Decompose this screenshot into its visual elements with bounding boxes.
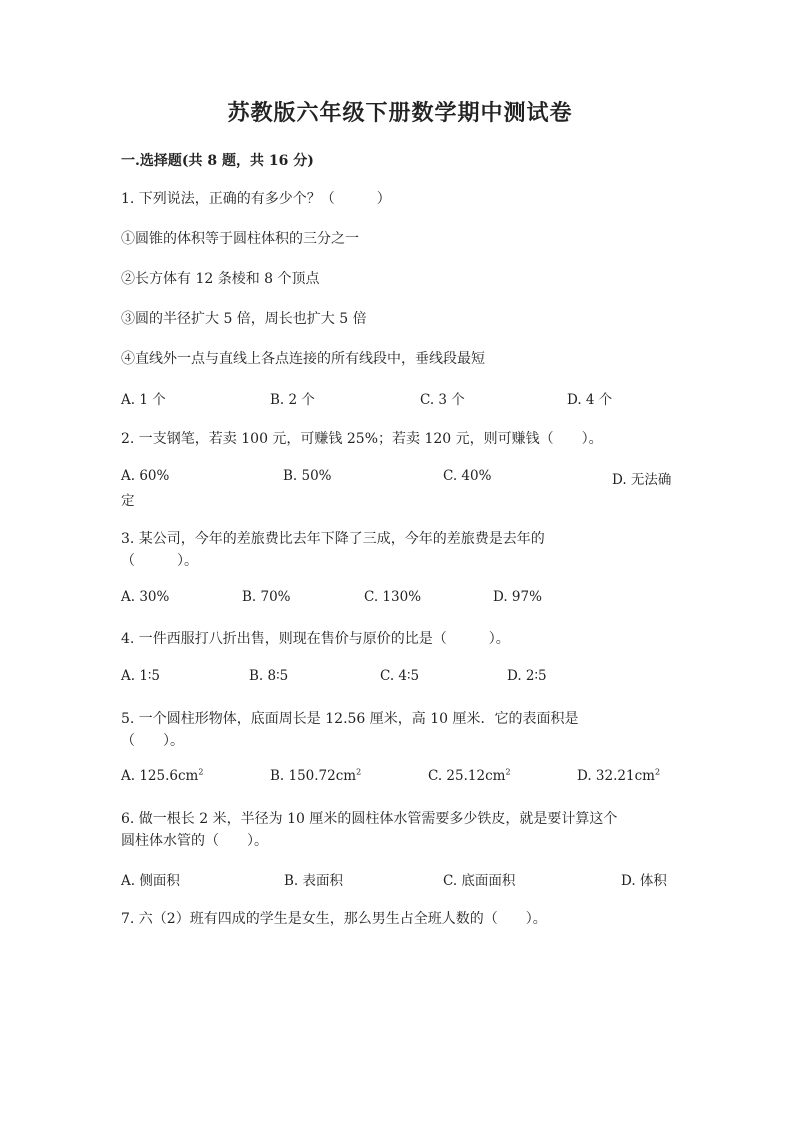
question-2-option-c: C. 40% xyxy=(443,468,492,484)
question-2-option-d-wrap: 定 xyxy=(121,493,135,509)
question-5-stem-line-2: （ ）。 xyxy=(121,733,184,749)
question-4-option-b: B. 8∶5 xyxy=(249,668,289,684)
question-4-stem: 4. 一件西服打八折出售，则现在售价与原价的比是（ ）。 xyxy=(121,631,510,647)
question-2-option-d: D. 无法确 xyxy=(612,472,672,488)
question-2-option-a: A. 60% xyxy=(121,468,170,484)
question-2-option-b: B. 50% xyxy=(283,468,332,484)
question-6-option-d: D. 体积 xyxy=(621,873,667,889)
question-6-option-c: C. 底面面积 xyxy=(443,873,516,889)
question-7-stem: 7. 六（2）班有四成的学生是女生，那么男生占全班人数的（ ）。 xyxy=(121,911,547,927)
page-title: 苏教版六年级下册数学期中测试卷 xyxy=(227,100,573,126)
question-1-option-d: D. 4 个 xyxy=(567,392,613,408)
question-6-option-b: B. 表面积 xyxy=(284,873,344,889)
question-5-stem-line-1: 5. 一个圆柱形物体，底面周长是 12.56 厘米，高 10 厘米．它的表面积是 xyxy=(121,711,579,727)
question-1-statement-4: ④直线外一点与直线上各点连接的所有线段中，垂线段最短 xyxy=(121,351,485,367)
question-3-option-a: A. 30% xyxy=(121,589,170,605)
question-3-stem-line-1: 3. 某公司，今年的差旅费比去年下降了三成，今年的差旅费是去年的 xyxy=(121,531,545,547)
question-6-stem-line-1: 6. 做一根长 2 米，半径为 10 厘米的圆柱体水管需要多少铁皮，就是要计算这个 xyxy=(121,811,618,827)
question-1-option-a: A. 1 个 xyxy=(121,392,166,408)
question-4-option-a: A. 1∶5 xyxy=(121,668,161,684)
question-3-stem-line-2: （ ）。 xyxy=(121,553,198,569)
question-5-option-b: B. $150.72cm^2$ xyxy=(270,767,362,784)
question-4-option-c: C. 4∶5 xyxy=(380,668,420,684)
question-1-statement-1: ①圆锥的体积等于圆柱体积的三分之一 xyxy=(121,231,359,247)
question-1-statement-3: ③圆的半径扩大 5 倍，周长也扩大 5 倍 xyxy=(121,311,367,327)
question-3-option-d: D. 97% xyxy=(493,589,542,605)
question-6-stem-line-2: 圆柱体水管的（ ）。 xyxy=(121,833,268,849)
question-5-option-d: D. $32.21cm^2$ xyxy=(577,767,661,784)
question-3-option-c: C. 130% xyxy=(364,589,422,605)
question-1-statement-2: ②长方体有 12 条棱和 8 个顶点 xyxy=(121,271,320,287)
question-5-option-c: C. $25.12cm^2$ xyxy=(428,767,511,784)
question-1-stem: 1. 下列说法，正确的有多少个？（ ） xyxy=(121,191,391,207)
question-4-option-d: D. 2∶5 xyxy=(507,668,547,684)
question-1-option-c: C. 3 个 xyxy=(420,392,465,408)
question-6-option-a: A. 侧面积 xyxy=(121,873,180,889)
question-3-option-b: B. 70% xyxy=(242,589,291,605)
question-1-option-b: B. 2 个 xyxy=(270,392,315,408)
question-5-option-a: A. $125.6cm^2$ xyxy=(121,767,204,784)
question-2-stem: 2. 一支钢笔，若卖 100 元，可赚钱 25%；若卖 120 元，则可赚钱（ ）。 xyxy=(121,431,603,447)
section-heading: 一.选择题(共 8 题，共 16 分) xyxy=(121,153,314,169)
